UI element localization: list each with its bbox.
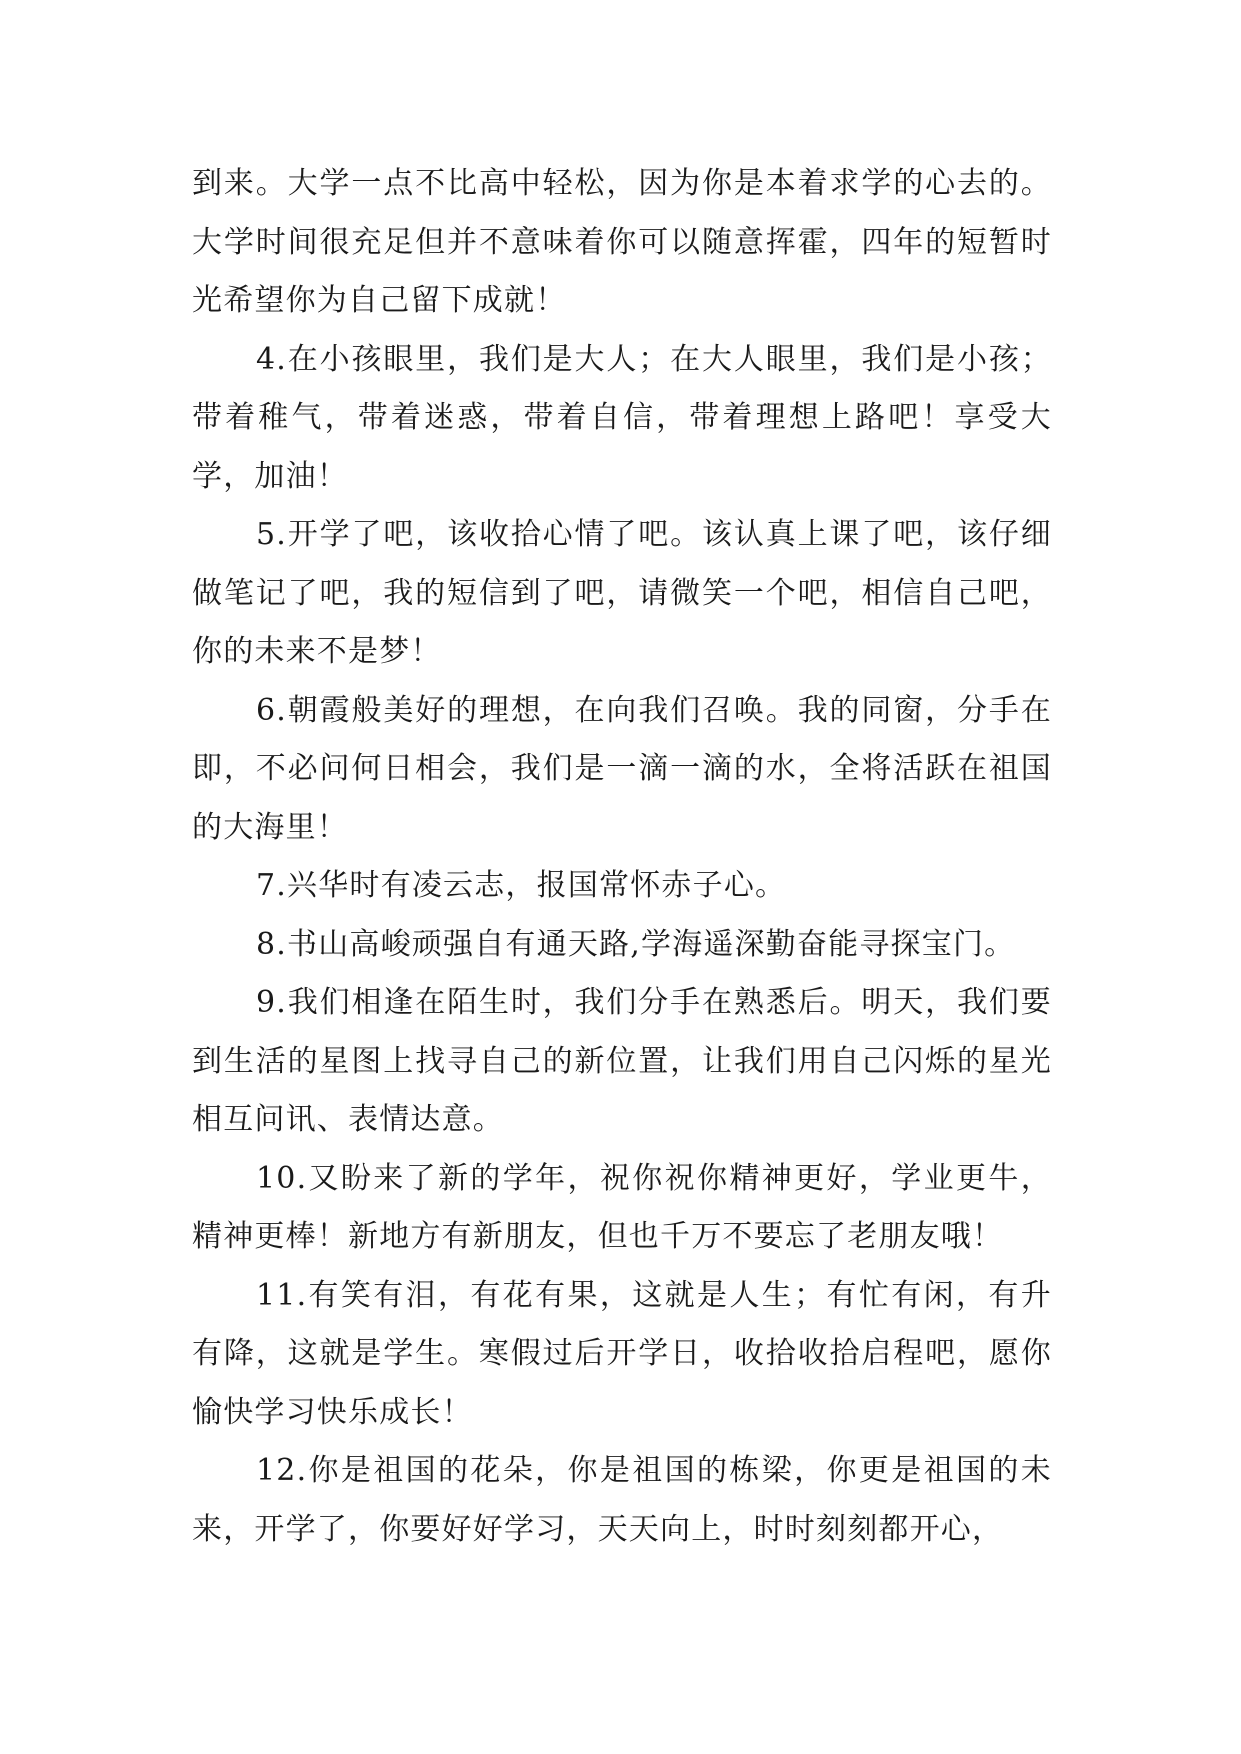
paragraph-item-9: 9.我们相逢在陌生时，我们分手在熟悉后。明天，我们要到生活的星图上找寻自己的新位置，让我们用自己闪烁的星光相互问讯、表情达意。 [192, 985, 1052, 1137]
paragraph-item-6: 6.朝霞般美好的理想，在向我们召唤。我的同窗，分手在即，不必问何日相会，我们是一滴一滴的水，全将活跃在祖国的大海里！ [192, 692, 1052, 845]
paragraph-item-7: 7.兴华时有凌云志，报国常怀赤子心。 [256, 868, 787, 903]
paragraph-item-4: 4.在小孩眼里，我们是大人；在大人眼里，我们是小孩；带着稚气，带着迷惑，带着自信，带着理想上路吧！享受大学，加油！ [192, 341, 1052, 494]
document-body [192, 155, 1052, 1559]
paragraph-item-10: 10.又盼来了新的学年，祝你祝你精神更好，学业更牛，精神更棒！新地方有新朋友，但也千万不要忘了老朋友哦！ [192, 1160, 1052, 1254]
paragraph-item-12: 12.你是祖国的花朵，你是祖国的栋梁，你更是祖国的未来，开学了，你要好好学习，天天向上，时时刻刻都开心， [192, 1453, 1052, 1547]
paragraph-continuation: 到来。大学一点不比高中轻松，因为你是本着求学的心去的。大学时间很充足但并不意味着你可以随意挥霍，四年的短暂时光希望你为自己留下成就！ [192, 166, 1052, 318]
paragraph-item-11: 11.有笑有泪，有花有果，这就是人生；有忙有闲，有升有降，这就是学生。寒假过后开学日，收拾收拾启程吧，愿你愉快学习快乐成长！ [192, 1277, 1052, 1430]
paragraph-item-8: 8.书山高峻顽强自有通天路,学海遥深勤奋能寻探宝门。 [256, 926, 1016, 962]
paragraph-item-5: 5.开学了吧，该收拾心情了吧。该认真上课了吧，该仔细做笔记了吧，我的短信到了吧，请微笑一个吧，相信自己吧，你的未来不是梦！ [192, 517, 1052, 669]
